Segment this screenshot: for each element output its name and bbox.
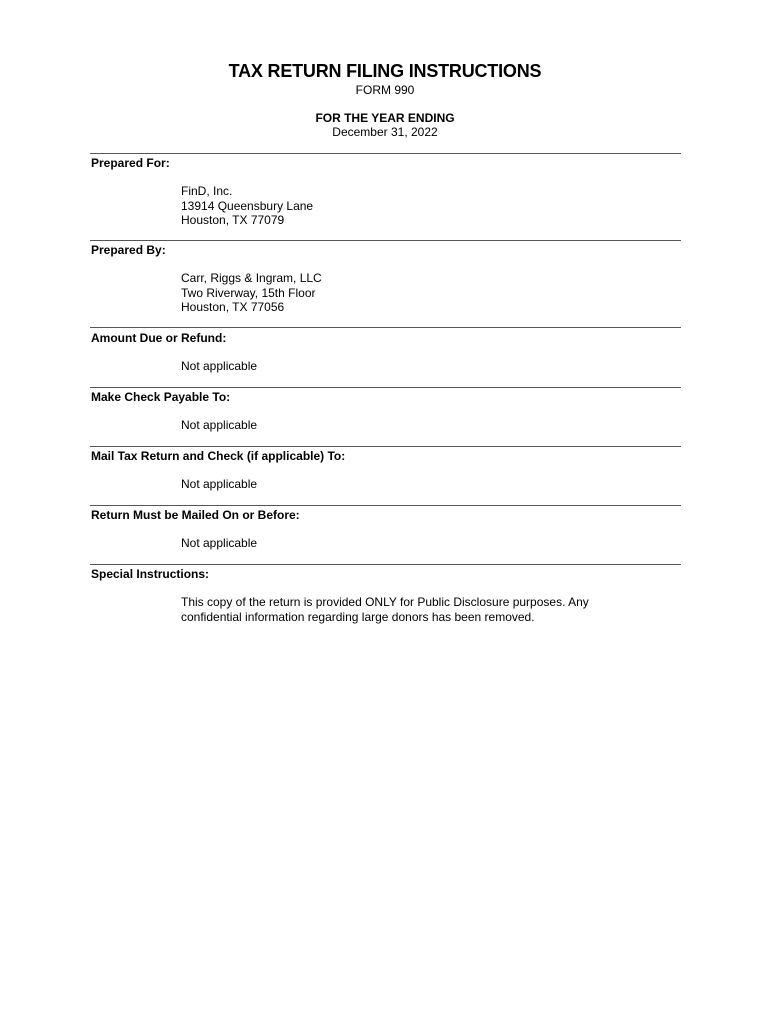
address-line: Houston, TX 77056 xyxy=(181,300,285,314)
prepared-for-address xyxy=(181,184,313,228)
prepared-by-address xyxy=(181,271,322,315)
divider xyxy=(90,505,681,506)
divider xyxy=(90,327,681,328)
year-heading: FOR THE YEAR ENDING xyxy=(315,111,455,125)
divider xyxy=(90,387,681,388)
address-line: Houston, TX 77079 xyxy=(181,213,285,227)
address-line: Two Riverway, 15th Floor xyxy=(181,285,316,300)
address-line: 13914 Queensbury Lane xyxy=(181,198,314,213)
divider xyxy=(90,564,681,565)
mail-to-label: Mail Tax Return and Check (if applicable) To: xyxy=(91,449,346,463)
amount-due-label: Amount Due or Refund: xyxy=(91,331,227,345)
special-instructions-label: Special Instructions: xyxy=(91,567,210,581)
prepared-for-label: Prepared For: xyxy=(91,156,170,170)
divider xyxy=(90,240,681,241)
prepared-by-label: Prepared By: xyxy=(91,243,166,257)
document-title: TAX RETURN FILING INSTRUCTIONS xyxy=(228,61,542,81)
divider xyxy=(90,446,681,447)
form-name: FORM 990 xyxy=(355,83,415,97)
mail-by-value: Not applicable xyxy=(181,536,258,550)
mail-by-label: Return Must be Mailed On or Before: xyxy=(91,508,300,522)
special-instructions-text: This copy of the return is provided ONLY for Public Disclosure purposes. Any confidential information regarding large donors has been removed. xyxy=(181,595,589,624)
mail-to-value: Not applicable xyxy=(181,477,258,491)
make-check-value: Not applicable xyxy=(181,418,258,432)
year-date: December 31, 2022 xyxy=(332,125,438,139)
address-line: Carr, Riggs & Ingram, LLC xyxy=(181,271,322,285)
make-check-label: Make Check Payable To: xyxy=(91,390,231,404)
divider xyxy=(90,153,681,154)
address-line: FinD, Inc. xyxy=(181,184,233,198)
amount-due-value: Not applicable xyxy=(181,359,258,373)
